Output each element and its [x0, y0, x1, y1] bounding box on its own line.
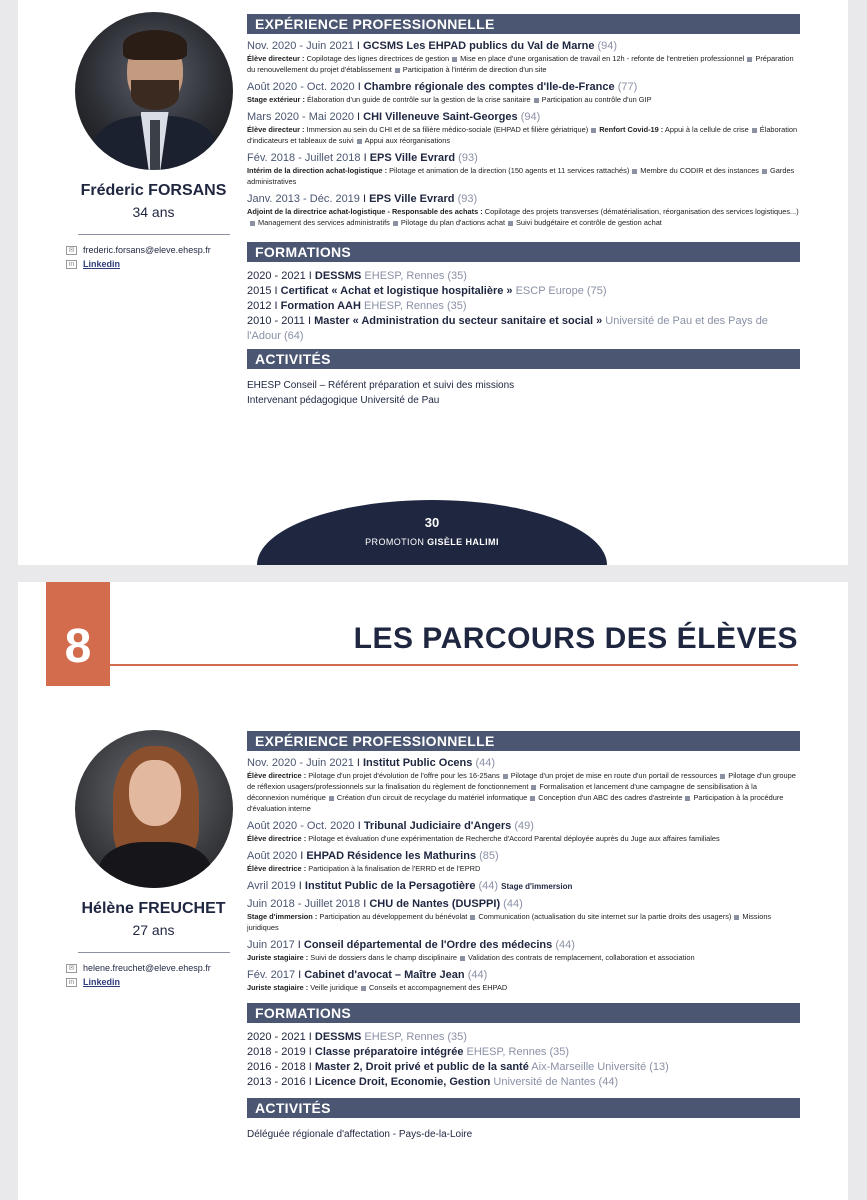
experience-description: Élève directrice : Pilotage d'un projet d'évolution de l'offre pour les 16-25ans Pilotage d'un projet de mise en route d'un portail de ressources Pilotage d'un groupe de réflexion usagers/professionnels sur la finalisation du règlement de fonctionnement Formalisation et lancement d'une campagne de sensibilisation à la déconnexion numérique Création d'un circuit de recyclage du matériel informatique Conception d'un ABC des cadres d'astreinte Participation à la procédure d'évaluation interne	[247, 771, 796, 813]
separator-square	[531, 785, 536, 790]
experience-org: GCSMS Les EHPAD publics du Val de Marne	[362, 40, 595, 52]
experience-description: Élève directeur : Immersion au sein du CHI et de sa filière médico-sociale (EHPAD et filière gériatrique) Renfort Covid-19 : Appui à la cellule de crise Élaboration d'indicateurs et tableaux de suivi Appui aux réorganisations	[247, 125, 798, 145]
experience-dept: (44)	[555, 939, 575, 951]
section-formations: FORMATIONS	[247, 242, 800, 262]
experience-org: CHU de Nantes (DUSPPI)	[369, 898, 501, 910]
linkedin-link[interactable]: Linkedin	[83, 259, 121, 269]
experience-date: Avril 2019	[247, 880, 296, 892]
experience-dept: (44)	[475, 757, 496, 769]
formation-place: EHESP, Rennes (35)	[364, 270, 467, 282]
formation-date: 2016 - 2018	[247, 1061, 306, 1073]
linkedin-icon: in	[66, 978, 77, 987]
experience-org: Chambre régionale des comptes d'Ile-de-France	[363, 81, 615, 93]
experience-entry	[247, 898, 800, 933]
promotion-label	[257, 537, 607, 547]
formation-item: 2018 - 2019 I Classe préparatoire intégrée EHESP, Rennes (35)	[247, 1046, 570, 1058]
formation-date: 2010 - 2011	[247, 315, 305, 327]
experience-heading: Août 2020 - Oct. 2020 I Chambre régionale des comptes d'Ile-de-France (77)	[247, 81, 638, 93]
formation-place: EHESP, Rennes (35)	[466, 1046, 570, 1058]
experience-entry	[247, 81, 800, 105]
formation-date: 2018 - 2019	[247, 1046, 306, 1058]
person-age: 34 ans	[132, 204, 175, 220]
formation-item: 2020 - 2021 I DESSMS EHESP, Rennes (35)	[247, 1031, 467, 1043]
formation-place: EHESP, Rennes (35)	[363, 300, 467, 312]
experience-entry	[247, 757, 800, 814]
experience-date: Janv. 2013 - Déc. 2019	[247, 193, 360, 205]
experience-org: EHPAD Résidence les Mathurins	[306, 850, 477, 862]
divider	[78, 952, 230, 953]
separator-square	[452, 57, 457, 62]
experience-entry	[247, 820, 800, 844]
experience-date: Nov. 2020 - Juin 2021	[247, 40, 354, 52]
desc-role: Juriste stagiaire :	[247, 983, 309, 992]
experience-description: Adjoint de la directrice achat-logistique - Responsable des achats : Copilotage des projets transverses (dématérialisation, réorganisation des services logistiques...)Management des services administratifs Pilotage du plan d'actions achat Suivi budgétaire et contrôle de gestion achat	[247, 207, 799, 227]
experience-entry	[247, 193, 800, 228]
experience-heading: Nov. 2020 - Juin 2021 I Institut Public Ocens (44)	[247, 757, 496, 769]
section-activites: ACTIVITÉS	[247, 1098, 800, 1118]
formation-item: 2020 - 2021 I DESSMS EHESP, Rennes (35)	[247, 270, 467, 282]
experience-entry	[247, 880, 800, 892]
promotion-name: GISÈLE HALIMI	[427, 537, 499, 547]
formation-item: 2013 - 2016 I Licence Droit, Economie, Gestion Université de Nantes (44)	[247, 1076, 619, 1088]
experience-heading: Août 2020 - Oct. 2020 I Tribunal Judiciaire d'Angers (49)	[247, 820, 534, 832]
separator-square	[762, 169, 767, 174]
separator-square	[685, 796, 690, 801]
formation-title: Licence Droit, Economie, Gestion	[314, 1076, 491, 1088]
experience-description: Stage extérieur : Élaboration d'un guide de contrôle sur la gestion de la crise sanitaire Participation au contrôle d'un GIP	[247, 95, 652, 104]
experience-heading: Nov. 2020 - Juin 2021 I GCSMS Les EHPAD publics du Val de Marne (94)	[247, 40, 618, 52]
linkedin-icon: in	[66, 260, 77, 269]
resume-main	[247, 731, 800, 1142]
experience-entry	[247, 969, 800, 993]
page-2	[18, 582, 848, 1200]
experience-date: Fév. 2017	[247, 969, 296, 981]
separator-square	[361, 986, 366, 991]
linkedin-link[interactable]: Linkedin	[83, 977, 121, 987]
page-number: 30	[424, 515, 440, 530]
experience-org: CHI Villeneuve Saint-Georges	[363, 111, 518, 123]
person-name: Fréderic FORSANS	[80, 182, 227, 199]
separator-square	[747, 57, 752, 62]
desc-role: Élève directrice :	[247, 771, 307, 780]
experience-date: Août 2020 - Oct. 2020	[247, 81, 355, 93]
experience-description: Juriste stagiaire : Suivi de dossiers dans le champ disciplinaire Validation des contrats de remplacement, collaboration et association	[247, 953, 695, 962]
separator-square	[395, 68, 400, 73]
profile-sidebar	[66, 12, 241, 273]
formation-date: 2012	[247, 300, 272, 312]
experience-dept: (44)	[478, 880, 499, 892]
formation-date: 2020 - 2021	[247, 1031, 306, 1043]
experience-heading: Fév. 2018 - Juillet 2018 I EPS Ville Evrard (93)	[247, 152, 478, 164]
promotion-prefix: PROMOTION	[365, 537, 428, 547]
experience-entry	[247, 152, 800, 187]
experience-heading: Janv. 2013 - Déc. 2019 I EPS Ville Evrard (93)	[247, 193, 478, 205]
chapter-rule	[110, 664, 798, 666]
experience-date: Juin 2017	[247, 939, 295, 951]
formation-item: 2010 - 2011 I Master « Administration du secteur sanitaire et social » Université de Pau et des Pays de l'Adour (64)	[247, 315, 768, 342]
separator-square	[752, 128, 757, 133]
section-experience: EXPÉRIENCE PROFESSIONNELLE	[247, 731, 800, 751]
chapter-number: 8	[46, 582, 110, 686]
formation-title: DESSMS	[314, 1031, 362, 1043]
section-experience: EXPÉRIENCE PROFESSIONNELLE	[247, 14, 800, 34]
separator-square	[393, 221, 398, 226]
formation-title: Formation AAH	[280, 300, 361, 312]
person-name: Hélène FREUCHET	[81, 900, 226, 917]
formation-place: EHESP, Rennes (35)	[364, 1031, 467, 1043]
page-1	[18, 0, 848, 565]
email-link[interactable]: frederic.forsans@eleve.ehesp.fr	[83, 245, 211, 255]
envelope-icon: ✉	[66, 246, 77, 255]
experience-dept: (77)	[617, 81, 638, 93]
experience-org: Cabinet d'avocat – Maître Jean	[304, 969, 465, 981]
section-formations: FORMATIONS	[247, 1003, 800, 1023]
experience-description: Élève directrice : Participation à la finalisation de l'ERRD et de l'EPRD	[247, 864, 481, 873]
experience-description: Élève directeur : Copilotage des lignes directrices de gestion Mise en place d'une organisation de travail en 12h - refonte de l'entretien professionnel Préparation du renouvellement du projet d'établissement Participation à l'intérim de direction d'un site	[247, 54, 794, 74]
experience-date: Juin 2018 - Juillet 2018	[247, 898, 361, 910]
envelope-icon: ✉	[66, 964, 77, 973]
experience-org: Institut Public Ocens	[362, 757, 473, 769]
formation-date: 2020 - 2021	[247, 270, 306, 282]
separator-square	[632, 169, 637, 174]
experience-dept: (93)	[457, 193, 478, 205]
formation-place: Aix-Marseille Université (13)	[531, 1061, 669, 1073]
experience-heading: Fév. 2017 I Cabinet d'avocat – Maître Jean (44)	[247, 969, 488, 981]
formation-place: ESCP Europe (75)	[515, 285, 607, 297]
desc-role: Élève directeur :	[247, 125, 305, 134]
experience-heading: Mars 2020 - Mai 2020 I CHI Villeneuve Saint-Georges (94)	[247, 111, 541, 123]
experience-description: Stage d'immersion : Participation au développement du bénévolat Communication (actualisation du site internet sur la partie droits des usagers) Missions juridiques	[247, 912, 772, 932]
experience-org: EPS Ville Evrard	[369, 152, 456, 164]
experience-dept: (44)	[467, 969, 488, 981]
separator-square	[503, 774, 508, 779]
separator-square	[530, 796, 535, 801]
formation-item: 2015 I Certificat « Achat et logistique hospitalière » ESCP Europe (75)	[247, 285, 607, 297]
formation-date: 2015	[247, 285, 272, 297]
experience-date: Mars 2020 - Mai 2020	[247, 111, 354, 123]
experience-heading: Août 2020 I EHPAD Résidence les Mathurins (85)	[247, 850, 499, 862]
person-age: 27 ans	[132, 922, 175, 938]
section-activites: ACTIVITÉS	[247, 349, 800, 369]
experience-date: Nov. 2020 - Juin 2021	[247, 757, 354, 769]
desc-role: Stage d'immersion :	[247, 912, 318, 921]
desc-role: Stage extérieur :	[247, 95, 305, 104]
experience-heading: Juin 2018 - Juillet 2018 I CHU de Nantes (DUSPPI) (44)	[247, 898, 523, 910]
experience-date: Fév. 2018 - Juillet 2018	[247, 152, 361, 164]
formation-place: Université de Pau et des Pays de l'Adour (64)	[247, 315, 768, 342]
experience-org: Conseil départemental de l'Ordre des médecins	[303, 939, 553, 951]
chapter-title: LES PARCOURS DES ÉLÈVES	[353, 622, 798, 655]
desc-role: Juriste stagiaire :	[247, 953, 309, 962]
experience-dept: (49)	[514, 820, 534, 832]
separator-square	[470, 915, 475, 920]
formation-title: Classe préparatoire intégrée	[314, 1046, 464, 1058]
contact-block	[66, 963, 241, 987]
experience-dept: (94)	[597, 40, 618, 52]
divider	[78, 234, 230, 235]
activity-item: Déléguée régionale d'affectation - Pays-de-la-Loire	[247, 1129, 473, 1140]
experience-org: Tribunal Judiciaire d'Angers	[363, 820, 512, 832]
desc-role: Renfort Covid-19 :	[599, 125, 664, 134]
formation-item: 2012 I Formation AAH EHESP, Rennes (35)	[247, 300, 467, 312]
experience-date: Août 2020	[247, 850, 298, 862]
experience-description: Intérim de la direction achat-logistique : Pilotage et animation de la direction (150 agents et 11 services rattachés) Membre du CODIR et des instances Gardes administratives	[247, 166, 795, 186]
desc-role: Élève directrice :	[247, 864, 307, 873]
experience-description: Juriste stagiaire : Veille juridique Conseils et accompagnement des EHPAD	[247, 983, 508, 992]
experience-entry	[247, 40, 800, 75]
footer-arc	[257, 500, 607, 565]
experience-heading: Juin 2017 I Conseil départemental de l'Ordre des médecins (44)	[247, 939, 575, 951]
formation-title: Master « Administration du secteur sanitaire et social »	[314, 315, 603, 327]
experience-heading: Avril 2019 I Institut Public de la Persagotière (44) Stage d'immersion	[247, 880, 573, 892]
profile-sidebar	[66, 730, 241, 991]
experience-dept: (85)	[479, 850, 499, 862]
experience-dept: (94)	[520, 111, 541, 123]
experience-dept: (44)	[503, 898, 523, 910]
formation-title: DESSMS	[314, 270, 362, 282]
experience-entry	[247, 850, 800, 874]
desc-role: Élève directrice :	[247, 834, 307, 843]
separator-square	[250, 221, 255, 226]
formation-item: 2016 - 2018 I Master 2, Droit privé et public de la santé Aix-Marseille Université (13)	[247, 1061, 669, 1073]
separator-square	[591, 128, 596, 133]
avatar	[75, 12, 233, 170]
separator-square	[357, 139, 362, 144]
formation-title: Certificat « Achat et logistique hospitalière »	[280, 285, 513, 297]
separator-square	[460, 956, 465, 961]
separator-square	[534, 98, 539, 103]
activity-item: EHESP Conseil – Référent préparation et suivi des missions	[247, 380, 515, 391]
desc-role: Adjoint de la directrice achat-logistique - Responsable des achats :	[247, 207, 483, 216]
separator-square	[720, 774, 725, 779]
experience-date: Août 2020 - Oct. 2020	[247, 820, 355, 832]
formation-place: Université de Nantes (44)	[493, 1076, 619, 1088]
formation-title: Master 2, Droit privé et public de la santé	[314, 1061, 529, 1073]
separator-square	[734, 915, 739, 920]
desc-role: Intérim de la direction achat-logistique :	[247, 166, 388, 175]
experience-dept: (93)	[458, 152, 478, 164]
separator-square	[329, 796, 334, 801]
experience-org: Institut Public de la Persagotière	[304, 880, 476, 892]
resume-main	[247, 14, 800, 408]
desc-role: Élève directeur :	[247, 54, 305, 63]
contact-block	[66, 245, 241, 269]
separator-square	[508, 221, 513, 226]
activity-item: Intervenant pédagogique Université de Pau	[247, 395, 440, 406]
experience-entry	[247, 111, 800, 146]
formation-date: 2013 - 2016	[247, 1076, 306, 1088]
experience-entry	[247, 939, 800, 963]
experience-extra: Stage d'immersion	[501, 882, 573, 891]
email-link[interactable]: helene.freuchet@eleve.ehesp.fr	[83, 963, 211, 973]
experience-description: Élève directrice : Pilotage et évaluation d'une expérimentation de Recherche d'Accord Parental déployée auprès du Juge aux affaires familiales	[247, 834, 720, 843]
experience-org: EPS Ville Evrard	[369, 193, 455, 205]
avatar	[75, 730, 233, 888]
